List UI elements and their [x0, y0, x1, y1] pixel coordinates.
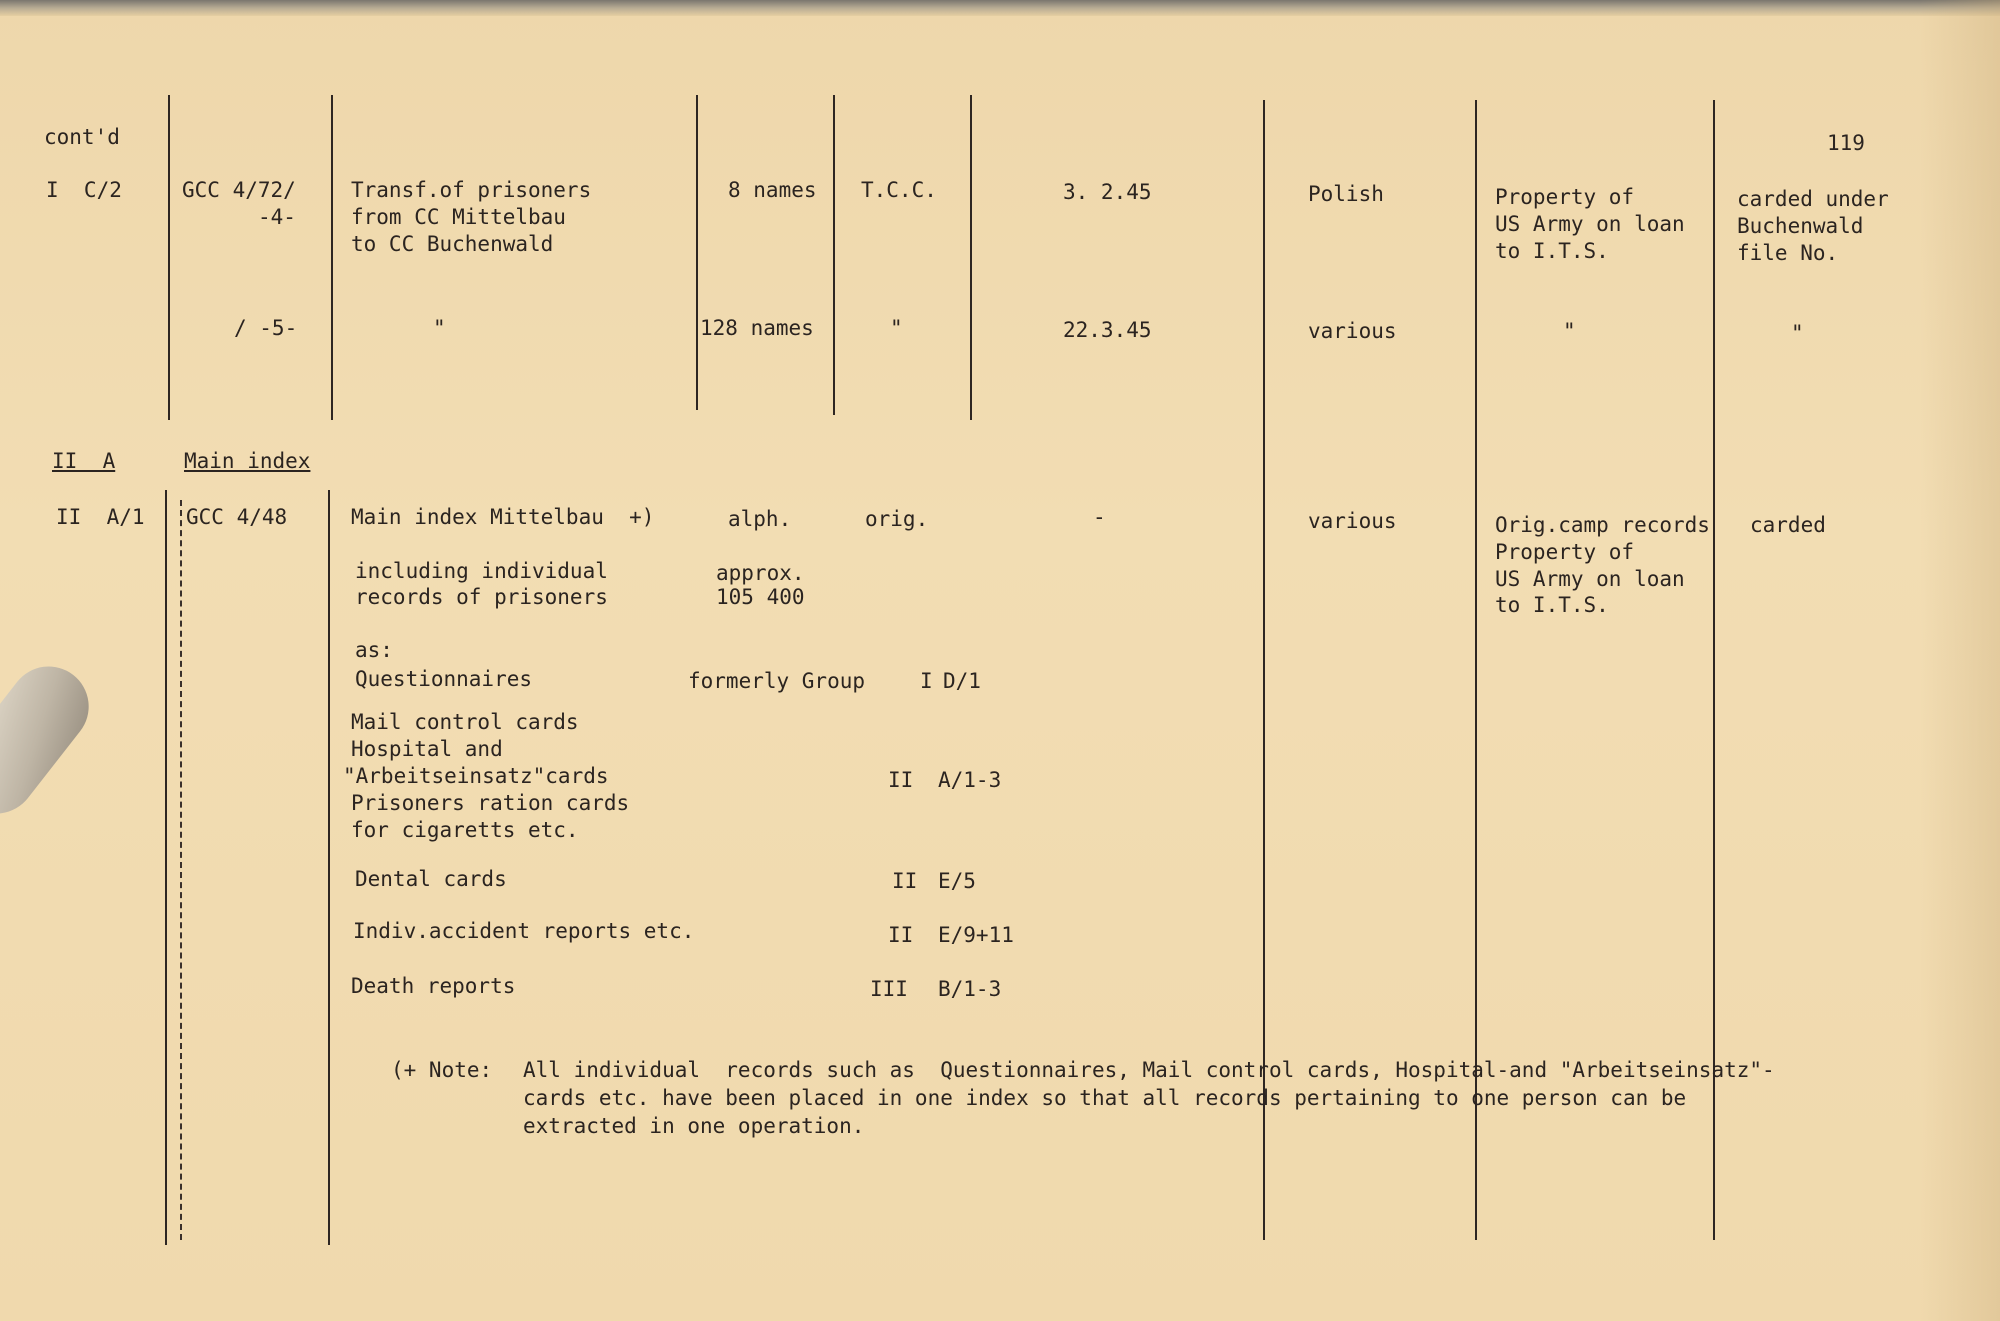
row2-type-ditto: " — [890, 316, 903, 340]
column-rule-5 — [970, 95, 972, 420]
row2-ownership-ditto: " — [1563, 319, 1576, 343]
item-death: Death reports — [351, 974, 516, 998]
row1-quantity: 8 names — [728, 178, 817, 202]
item-cards-ref-group: II — [888, 768, 914, 792]
main-index-date: - — [1093, 505, 1106, 529]
item-cards-line-3: "Arbeitseinsatz"cards — [343, 764, 609, 788]
main-index-ownership-4: to I.T.S. — [1495, 593, 1609, 617]
row1-remarks-2: Buchenwald — [1737, 214, 1864, 238]
main-index-type: orig. — [865, 507, 929, 531]
item-dental-ref: E/5 — [938, 869, 976, 893]
item-dental: Dental cards — [355, 867, 507, 891]
section-code: II A — [52, 449, 116, 473]
note-line-3: extracted in one operation. — [523, 1114, 865, 1138]
main-index-ownership-3: US Army on loan — [1495, 567, 1685, 591]
row1-ownership-3: to I.T.S. — [1495, 239, 1609, 263]
column-rule-2-lower — [328, 490, 330, 1245]
row1-ownership-2: US Army on loan — [1495, 212, 1685, 236]
item-cards-ref: A/1-3 — [938, 768, 1002, 792]
column-rule-3 — [696, 95, 698, 410]
item-questionnaires-prefix: formerly Group — [688, 669, 866, 693]
column-rule-2b — [180, 500, 182, 1240]
row2-desc-ditto: " — [433, 316, 446, 340]
approx-label: approx. — [716, 561, 805, 585]
item-questionnaires-ref-group: I — [920, 669, 933, 693]
section-title: Main index — [184, 449, 311, 473]
item-questionnaires-ref: D/1 — [943, 669, 981, 693]
approx-count: 105 400 — [716, 585, 805, 609]
page-top-edge — [0, 0, 2000, 16]
row2-nationality: various — [1308, 319, 1397, 343]
row1-desc-3: to CC Buchenwald — [351, 232, 554, 256]
item-cards-line-2: Hospital and — [351, 737, 503, 761]
main-index-ownership-2: Property of — [1495, 540, 1635, 564]
item-death-ref-group: III — [870, 977, 908, 1001]
row2-file-ref: / -5- — [234, 316, 298, 340]
item-accident-ref: E/9+11 — [938, 923, 1014, 947]
row1-type: T.C.C. — [861, 178, 937, 202]
main-index-group: II A/1 — [56, 505, 145, 529]
item-death-ref: B/1-3 — [938, 977, 1002, 1001]
main-index-nationality: various — [1308, 509, 1397, 533]
item-cards-line-5: for cigaretts etc. — [351, 818, 579, 842]
item-questionnaires: Questionnaires — [355, 667, 533, 691]
item-dental-ref-group: II — [892, 869, 918, 893]
item-accident-ref-group: II — [888, 923, 914, 947]
row1-ownership-1: Property of — [1495, 185, 1635, 209]
column-rule-1 — [168, 95, 170, 420]
row2-date: 22.3.45 — [1063, 318, 1152, 342]
main-index-remarks: carded — [1750, 513, 1826, 537]
row1-desc-1: Transf.of prisoners — [351, 178, 592, 202]
note-line-2: cards etc. have been placed in one index so that all records pertaining to one person can be — [523, 1086, 1687, 1110]
row1-remarks-1: carded under — [1737, 187, 1889, 211]
row2-remarks-ditto: " — [1791, 321, 1804, 345]
row1-file-ref-sub: -4- — [258, 205, 296, 229]
including-line-1: including individual — [355, 559, 608, 583]
column-rule-1-lower — [165, 490, 167, 1245]
row1-desc-2: from CC Mittelbau — [351, 205, 566, 229]
row1-nationality: Polish — [1308, 182, 1384, 206]
page-number: 119 — [1827, 131, 1865, 155]
main-index-description: Main index Mittelbau +) — [351, 505, 655, 529]
main-index-quantity: alph. — [728, 507, 792, 531]
column-rule-4 — [833, 95, 835, 415]
note-label: (+ Note: — [391, 1058, 493, 1082]
row1-remarks-3: file No. — [1737, 241, 1839, 265]
column-rule-2 — [331, 95, 333, 420]
row1-date: 3. 2.45 — [1063, 180, 1152, 204]
including-line-2: records of prisoners — [355, 585, 608, 609]
item-accident: Indiv.accident reports etc. — [353, 919, 695, 943]
row2-quantity: 128 names — [700, 316, 814, 340]
contd-label: cont'd — [44, 125, 120, 149]
as-label: as: — [355, 638, 393, 662]
item-cards-line-4: Prisoners ration cards — [351, 791, 630, 815]
row1-file-ref: GCC 4/72/ — [182, 178, 296, 202]
item-cards-line-1: Mail control cards — [351, 710, 579, 734]
main-index-ownership-1: Orig.camp records — [1495, 513, 1710, 537]
main-index-file-ref: GCC 4/48 — [186, 505, 288, 529]
note-line-1: All individual records such as Questionnaires, Mail control cards, Hospital-and "Arbeitseinsatz"- — [523, 1058, 1775, 1082]
page-right-shadow — [1920, 0, 2000, 1321]
paper-clip — [0, 650, 105, 829]
row1-group: I C/2 — [46, 178, 122, 202]
